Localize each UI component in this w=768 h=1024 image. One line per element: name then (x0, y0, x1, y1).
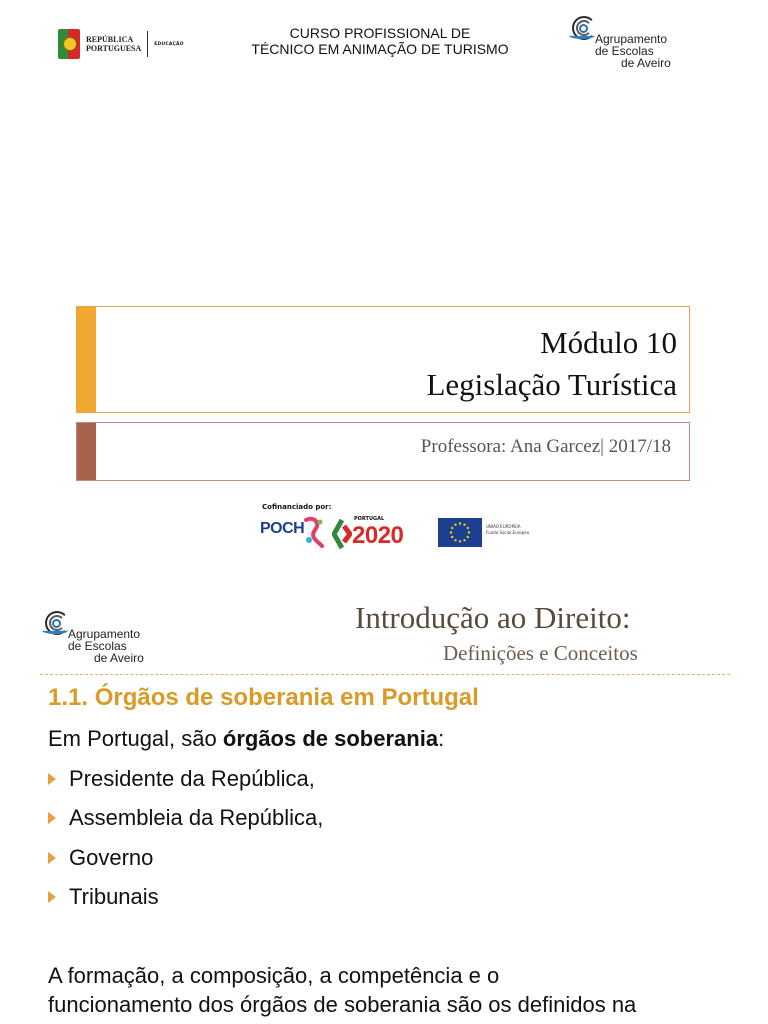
portugal-small-label: PORTUGAL (354, 516, 385, 522)
title-divider (40, 674, 730, 675)
list-item-text: Governo (69, 845, 154, 870)
module-subject: Legislação Turística (426, 367, 677, 402)
portugal-flag-icon (58, 29, 80, 59)
spiral-logo-icon (571, 15, 597, 41)
eu-flag-icon (438, 518, 482, 547)
paragraph-line2: funcionamento dos órgãos de soberania são os definidos na (48, 992, 637, 1017)
cofinanciado-label: Cofinanciado por: (262, 503, 332, 511)
course-line1: CURSO PROFISSIONAL DE (289, 25, 471, 41)
list-item (48, 805, 323, 831)
agrupamento-line1: Agrupamento (68, 627, 141, 641)
list-item-text: Presidente da República, (69, 766, 315, 791)
paragraph-line1: A formação, a composição, a competência e o (48, 963, 500, 988)
republica-line2: PORTUGUESA (86, 44, 142, 53)
republica-line1: REPÚBLICA (86, 35, 134, 44)
agrupamento-line2: de Escolas (595, 44, 654, 58)
title-accent-bar (77, 307, 96, 412)
agrupamento-line2: de Escolas (68, 639, 127, 653)
spiral-logo-icon (44, 610, 70, 636)
teacher-label: Professora: Ana Garcez| 2017/18 (420, 436, 671, 457)
agrupamento-logo-top (571, 15, 671, 69)
educacao-label: EDUCAÇÃO (154, 41, 184, 47)
portugal-2020-logo (332, 516, 424, 550)
list-item-text: Assembleia da República, (69, 805, 324, 830)
teacher-accent-bar (77, 423, 96, 480)
portugal-2020-label: 2020 (352, 522, 404, 549)
course-title (230, 25, 530, 57)
eu-text (486, 524, 529, 536)
agrupamento-logo-bottom (44, 610, 144, 664)
slide-subtitle: Definições e Conceitos (443, 641, 638, 665)
republica-text (86, 35, 141, 53)
list-item (48, 766, 315, 792)
intro-bold: órgãos de soberania (222, 726, 439, 751)
module-number: Módulo 10 (540, 325, 677, 360)
agrupamento-line3: de Aveiro (94, 651, 144, 665)
course-line2: TÉCNICO EM ANIMAÇÃO DE TURISMO (251, 41, 509, 57)
module-title-box (76, 306, 690, 413)
republica-portuguesa-logo (58, 28, 188, 60)
list-item (48, 845, 153, 871)
bullet-triangle-icon (48, 812, 56, 824)
agrupamento-text (595, 33, 671, 69)
list-item (48, 884, 159, 910)
teacher-box (76, 422, 690, 481)
intro-sentence (48, 726, 444, 752)
body-paragraph (48, 961, 748, 1019)
list-item-text: Tribunais (69, 884, 159, 909)
poch-mark-icon (303, 516, 325, 548)
eu-line2: Fundo Social Europeu (486, 530, 530, 535)
intro-prefix: Em Portugal, são (48, 726, 223, 751)
portugal-2020-mark-icon (332, 518, 352, 550)
agrupamento-text (68, 628, 144, 664)
bullet-triangle-icon (48, 891, 56, 903)
eu-line1: UNIÃO EUROPEIA (486, 524, 521, 529)
poch-logo: POCH (260, 520, 305, 537)
bullet-triangle-icon (48, 852, 56, 864)
bullet-triangle-icon (48, 773, 56, 785)
logo-divider (147, 31, 148, 57)
agrupamento-line3: de Aveiro (621, 56, 671, 70)
intro-suffix: : (438, 726, 445, 751)
slide-title: Introdução ao Direito: (355, 600, 631, 635)
section-heading: 1.1. Órgãos de soberania em Portugal (48, 684, 479, 711)
agrupamento-line1: Agrupamento (595, 32, 668, 46)
